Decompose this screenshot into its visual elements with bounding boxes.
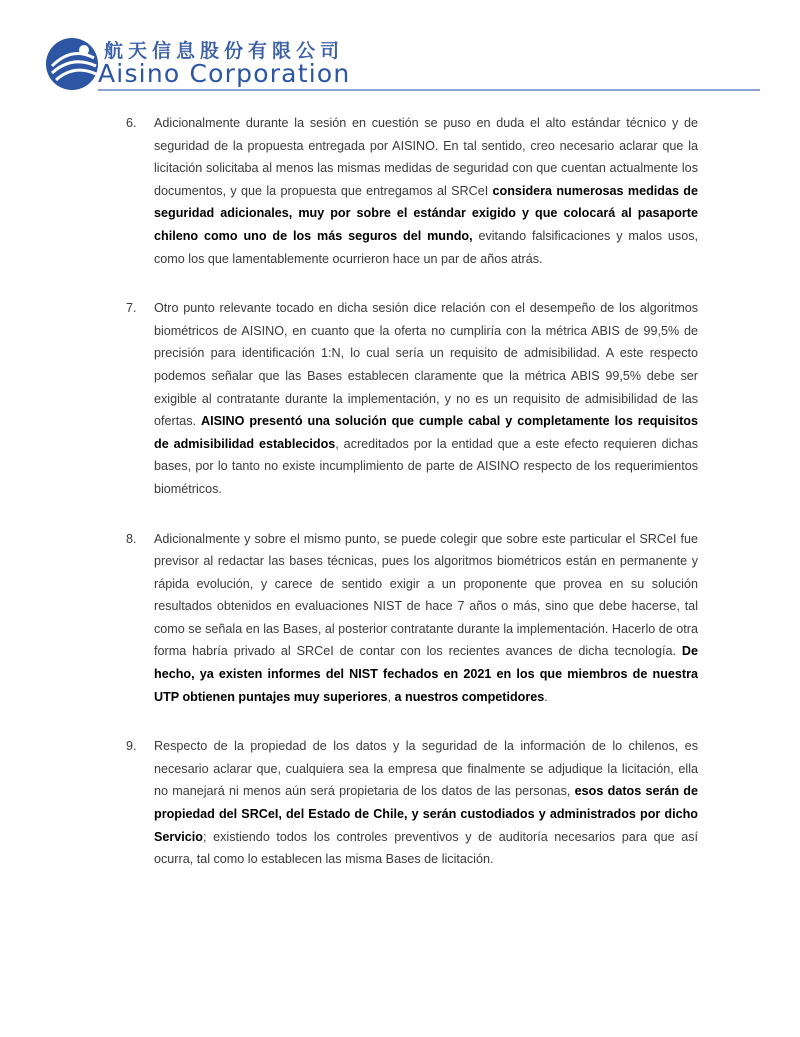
numbered-paragraph-6: [126, 112, 698, 270]
paragraph-number: 6.: [126, 116, 137, 130]
company-name-chinese: 航天信息股份有限公司: [104, 40, 345, 62]
company-name-english: Aisino Corporation: [98, 59, 351, 88]
letterhead: [0, 0, 800, 96]
paragraph-number: 8.: [126, 531, 137, 546]
paragraph-text: ,: [387, 689, 395, 704]
paragraph-bold-text: esos datos serán de propiedad del SRCeI, del Estado de Chile, y serán custodiados y administrados por dicho Servicio: [154, 784, 699, 844]
aisino-logo-icon: [44, 36, 100, 92]
header-divider: [98, 89, 760, 91]
paragraph-bold-text: a nuestros competidores: [394, 689, 545, 704]
paragraph-number: 9.: [126, 739, 137, 754]
numbered-paragraph-9: [126, 735, 698, 871]
paragraph-text: .: [544, 689, 548, 704]
paragraph-bold-text: considera numerosas medidas de seguridad adicionales, muy por sobre el estándar exigido y que colocará al pasaporte chileno como uno de los más seguros del mundo,: [154, 183, 698, 243]
paragraph-bold-text: De hecho, ya existen informes del NIST fechados en 2021 en los que miembros de nuestra UTP obtienen puntajes muy superiores: [154, 644, 698, 704]
numbered-paragraph-8: [126, 528, 698, 709]
paragraph-text: ; existiendo todos los controles preventivos y de auditoría necesarios para que así ocurra, tal como lo establecen las misma Bases de licitación.: [154, 829, 698, 867]
paragraph-text: evitando falsificaciones y malos usos, como los que lamentablemente ocurrieron hace un par de años atrás.: [154, 228, 698, 266]
paragraph-text: Adicionalmente y sobre el mismo punto, se puede colegir que sobre este particular el SRCeI fue previsor al redactar las bases técnicas, pues los algoritmos biométricos están en permanente y rápida evolución, y carece de sentido exigir a un proponente que provea en su solución resultados obtenidos en evaluaciones NIST de hace 7 años o más, sino que debe hacerse, tal como se señala en las Bases, al posterior contratante durante la implementación. Hacerlo de otra forma habría privado al SRCeI de contar con los recientes avances de dicha tecnología.: [154, 531, 698, 659]
document-body: [126, 112, 698, 898]
paragraph-bold-text: AISINO presentó una solución que cumple cabal y completamente los requisitos de admisibilidad establecidos: [154, 414, 698, 451]
paragraph-text: , acreditados por la entidad que a este efecto requieren dichas bases, por lo tanto no existe incumplimiento de parte de AISINO respecto de los requerimientos biométricos.: [154, 436, 698, 496]
numbered-paragraph-7: [126, 297, 698, 500]
paragraph-text: Adicionalmente durante la sesión en cuestión se puso en duda el alto estándar técnico y de seguridad de la propuesta entregada por AISINO. En tal sentido, creo necesario aclarar que la licitación solicitaba al menos las mismas medidas de seguridad con que cuentan actualmente los documentos, y que la propuesta que entregamos al SRCeI: [154, 116, 698, 198]
paragraph-number: 7.: [126, 301, 137, 316]
paragraph-text: Respecto de la propiedad de los datos y la seguridad de la información de lo chilenos, es necesario aclarar que, cualquiera sea la empresa que finalmente se adjudique la licitación, ella no manejará ni menos aún será propietaria de los datos de las personas,: [154, 739, 698, 799]
paragraph-text: Otro punto relevante tocado en dicha sesión dice relación con el desempeño de los algoritmos biométricos de AISINO, en cuanto que la oferta no cumpliría con la métrica ABIS de 99,5% de precisión para identificación 1:N, lo cual sería un requisito de admisibilidad. A este respecto podemos señalar que las Bases establecen claramente que la métrica ABIS 99,5% debe ser exigible al contratante durante la implementación, y no es un requisito de admisibilidad de las ofertas.: [154, 301, 698, 429]
